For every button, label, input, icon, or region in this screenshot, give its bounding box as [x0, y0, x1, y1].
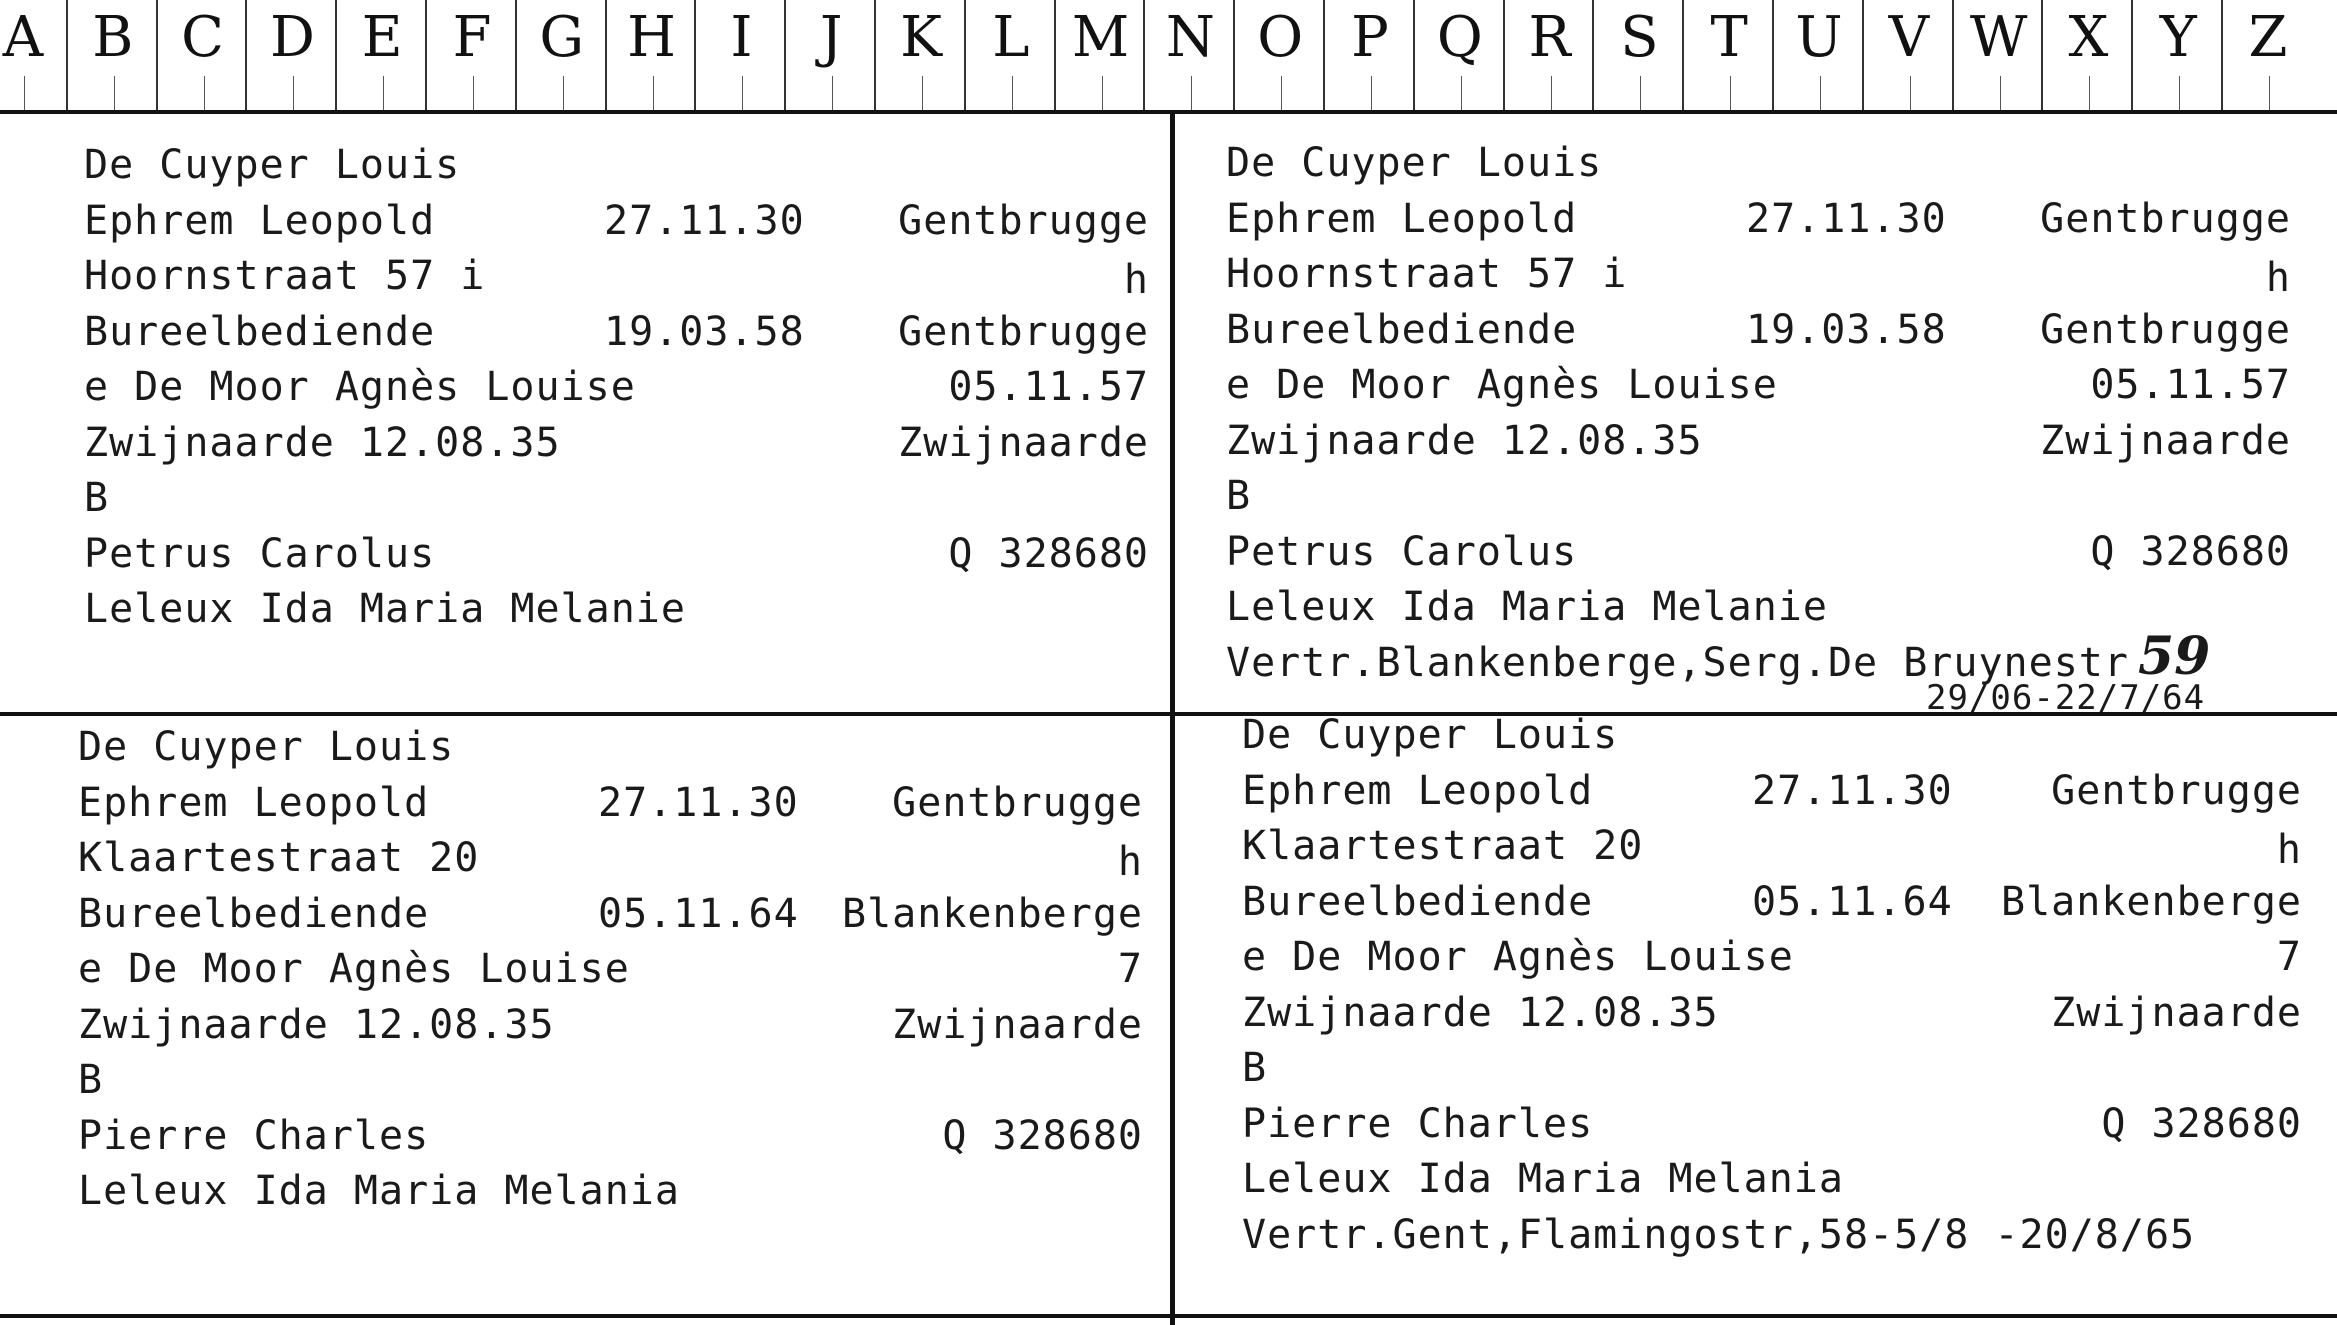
card-line-right: Zwijnaarde	[2051, 989, 2302, 1036]
card-line-right: h	[2265, 255, 2291, 301]
card-line-text: Petrus Carolus	[84, 530, 436, 577]
card-line-text: Bureelbediende	[84, 308, 436, 355]
card-line-text: Pierre Charles	[78, 1112, 430, 1159]
card-line-text: B	[78, 1057, 104, 1103]
bottom-divider	[0, 1314, 2337, 1318]
index-letter-h: H	[605, 0, 697, 110]
card-line-text: Ephrem Leopold	[78, 779, 430, 826]
card-line-text: Zwijnaarde 12.08.35	[84, 419, 561, 466]
card-line-text: e De Moor Agnès Louise	[84, 364, 636, 410]
card-line-text: Zwijnaarde 12.08.35	[1242, 989, 1719, 1036]
index-letter-t: T	[1682, 0, 1774, 110]
card-line-right: Q 328680	[2090, 528, 2291, 575]
card-line-text: Bureelbediende	[1226, 306, 1578, 353]
card-line-text: Ephrem Leopold	[1226, 195, 1578, 242]
card-line-right: Q 328680	[942, 1112, 1143, 1159]
index-letter-v: V	[1862, 0, 1954, 110]
card-line-right: Blankenberge	[2001, 878, 2302, 925]
card-line-right: Gentbrugge	[892, 779, 1143, 826]
card-line-date: 05.11.64	[598, 890, 799, 937]
index-letter-b: B	[66, 0, 158, 110]
card-line-text: e De Moor Agnès Louise	[1226, 362, 1778, 408]
vertical-divider	[1170, 112, 1175, 1325]
card-line-right: Gentbrugge	[2040, 195, 2291, 242]
index-letter-r: R	[1503, 0, 1595, 110]
index-letter-n: N	[1143, 0, 1235, 110]
card-line-right: Gentbrugge	[2051, 767, 2302, 814]
card-line-right: 7	[1117, 946, 1143, 992]
card-line-right: Q 328680	[948, 530, 1149, 577]
card-line-text: De Cuyper Louis	[1226, 140, 1603, 186]
card-line-text: Zwijnaarde 12.08.35	[78, 1001, 555, 1048]
index-letter-u: U	[1772, 0, 1864, 110]
card-line-date: 05.11.64	[1752, 878, 1953, 925]
card-line-date: 27.11.30	[598, 779, 799, 826]
card-line-right: Q 328680	[2101, 1100, 2302, 1147]
card-line-right: Gentbrugge	[898, 197, 1149, 244]
card-line-text: Zwijnaarde 12.08.35	[1226, 417, 1703, 464]
card-line-right: Zwijnaarde	[892, 1001, 1143, 1048]
card-line-right: 05.11.57	[2090, 362, 2291, 408]
index-letter-f: F	[425, 0, 517, 110]
card-line-right: h	[1117, 839, 1143, 885]
card-line-right: 05.11.57	[948, 364, 1149, 410]
index-letter-e: E	[335, 0, 427, 110]
card-line-text: B	[84, 475, 110, 521]
card-line-text: Leleux Ida Maria Melania	[78, 1168, 680, 1214]
index-letter-o: O	[1233, 0, 1325, 110]
card-line-text: e De Moor Agnès Louise	[78, 946, 630, 992]
card-line-text: Ephrem Leopold	[84, 197, 436, 244]
card-line-text: De Cuyper Louis	[84, 142, 461, 188]
index-letter-i: I	[694, 0, 786, 110]
record-card-top-left	[84, 142, 1154, 702]
card-line-date: 27.11.30	[1746, 195, 1947, 242]
index-letter-p: P	[1323, 0, 1415, 110]
card-line-text: Bureelbediende	[78, 890, 430, 937]
card-line-text: Pierre Charles	[1242, 1100, 1594, 1147]
index-letter-l: L	[964, 0, 1056, 110]
card-line-text: Petrus Carolus	[1226, 528, 1578, 575]
index-letter-c: C	[156, 0, 248, 110]
card-line-text: B	[1242, 1045, 1268, 1091]
card-line-date: 27.11.30	[1752, 767, 1953, 814]
index-letter-d: D	[245, 0, 337, 110]
index-letter-q: Q	[1413, 0, 1505, 110]
index-letter-z: Z	[2221, 0, 2313, 110]
index-letter-w: W	[1952, 0, 2044, 110]
index-letter-j: J	[784, 0, 876, 110]
record-card-bottom-left	[78, 724, 1158, 1284]
card-line-right: 7	[2276, 934, 2302, 980]
card-line-right: h	[1123, 257, 1149, 303]
card-line-text: Leleux Ida Maria Melanie	[84, 586, 686, 632]
index-letter-y: Y	[2131, 0, 2223, 110]
handwritten-number: 59	[2138, 625, 2211, 687]
index-letter-x: X	[2041, 0, 2133, 110]
index-letter-k: K	[874, 0, 966, 110]
card-line-text: De Cuyper Louis	[1242, 712, 1619, 758]
card-line-text: Vertr.Gent,Flamingostr,58-5/8 -20/8/65	[1242, 1211, 2196, 1258]
card-line-right: Blankenberge	[842, 890, 1143, 937]
card-line-right: h	[2276, 827, 2302, 873]
card-line-date: 19.03.58	[604, 308, 805, 355]
alphabet-index-strip	[0, 0, 2337, 114]
record-card-bottom-right	[1242, 712, 2322, 1272]
card-line-text: Hoornstraat 57 i	[84, 253, 486, 299]
card-line-right: Zwijnaarde	[898, 419, 1149, 466]
card-line-text: B	[1226, 473, 1252, 519]
card-line-text: Klaartestraat 20	[78, 835, 480, 881]
card-line-text: Leleux Ida Maria Melanie	[1226, 584, 1828, 630]
card-line-text: Bureelbediende	[1242, 878, 1594, 925]
card-line-date: 19.03.58	[1746, 306, 1947, 353]
card-line-right: Gentbrugge	[2040, 306, 2291, 353]
index-letter-g: G	[515, 0, 607, 110]
record-card-top-right	[1226, 140, 2316, 720]
card-line-text: Vertr.Blankenberge,Serg.De Bruynestr	[1226, 639, 2129, 686]
index-letter-a: A	[0, 0, 68, 110]
card-line-text: e De Moor Agnès Louise	[1242, 934, 1794, 980]
card-line-text: Leleux Ida Maria Melania	[1242, 1156, 1844, 1202]
index-letter-m: M	[1054, 0, 1146, 110]
card-line-text: Klaartestraat 20	[1242, 823, 1644, 869]
card-line-text: Ephrem Leopold	[1242, 767, 1594, 814]
struck-date-range: 29/06-22/7/64	[1926, 678, 2206, 718]
card-line-right: Gentbrugge	[898, 308, 1149, 355]
card-line-text: Hoornstraat 57 i	[1226, 251, 1628, 297]
card-line-right: Zwijnaarde	[2040, 417, 2291, 464]
card-line-text: De Cuyper Louis	[78, 724, 455, 770]
card-line-date: 27.11.30	[604, 197, 805, 244]
index-letter-s: S	[1592, 0, 1684, 110]
